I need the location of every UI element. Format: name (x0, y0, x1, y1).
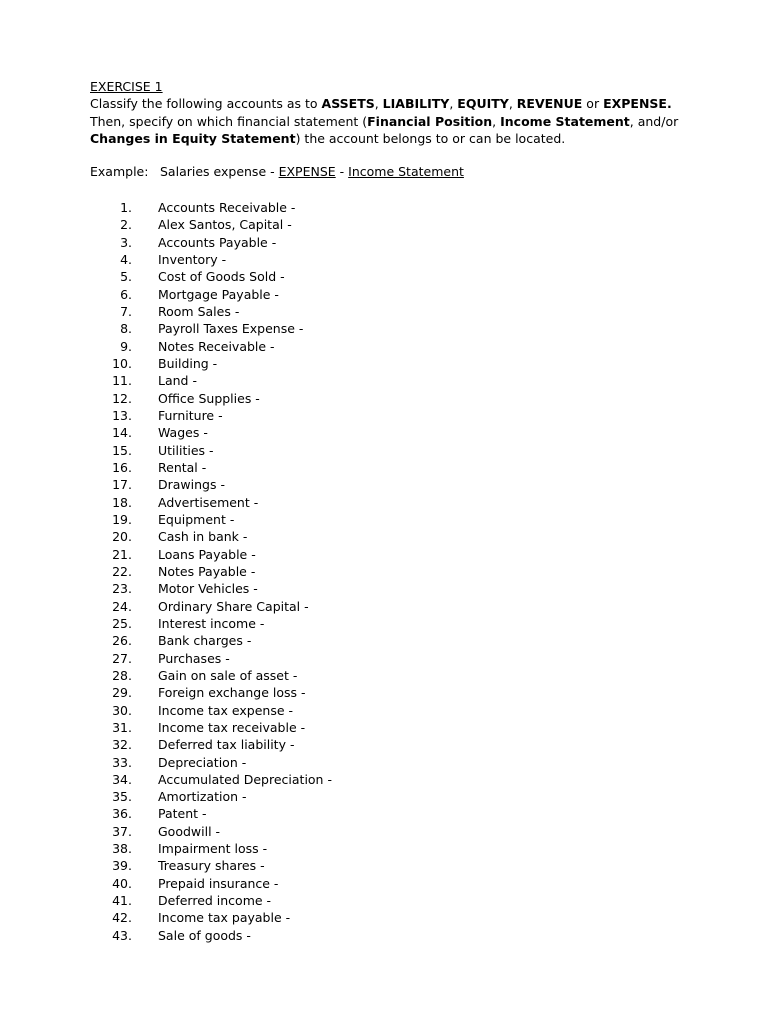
example-label: Example: (90, 164, 149, 179)
item-account: Cost of Goods Sold - (158, 269, 285, 285)
item-account: Rental - (158, 459, 207, 475)
item-number: 31. (112, 719, 132, 735)
item-number: 38. (112, 841, 132, 857)
item-account: Foreign exchange loss - (158, 685, 306, 701)
item-number: 35. (112, 789, 132, 805)
item-account: Patent - (158, 806, 207, 822)
item-number: 4. (120, 251, 132, 267)
item-account: Inventory - (158, 251, 227, 267)
item-number: 39. (112, 858, 132, 874)
instructions-block (90, 78, 730, 147)
item-account: Depreciation - (158, 754, 247, 770)
item-number: 37. (112, 823, 132, 839)
item-number: 33. (112, 754, 132, 770)
item-number: 16. (112, 459, 132, 475)
item-account: Ordinary Share Capital - (158, 598, 309, 614)
item-account: Deferred tax liability - (158, 737, 295, 753)
item-account: Prepaid insurance - (158, 875, 279, 891)
instructions-line-2: Then, specify on which financial statement (Financial Position, Income Statement, and/or (90, 113, 679, 129)
example-line: Example: Salaries expense - EXPENSE - Income Statement (90, 164, 464, 179)
item-account: Furniture - (158, 407, 223, 423)
item-account: Bank charges - (158, 633, 252, 649)
item-account: Advertisement - (158, 494, 259, 510)
item-number: 10. (112, 355, 132, 371)
item-account: Goodwill - (158, 823, 221, 839)
item-number: 6. (120, 286, 132, 302)
item-account: Office Supplies - (158, 390, 260, 406)
item-account: Drawings - (158, 477, 225, 493)
item-number: 25. (112, 615, 132, 631)
item-account: Deferred income - (158, 893, 272, 909)
item-account: Wages - (158, 425, 208, 441)
item-number: 2. (120, 217, 132, 233)
item-number: 9. (120, 338, 132, 354)
item-number: 34. (112, 771, 132, 787)
example-account: Salaries expense - (160, 164, 279, 179)
item-number: 40. (112, 875, 132, 891)
item-account: Income tax receivable - (158, 719, 306, 735)
item-number: 8. (120, 321, 132, 337)
item-number: 32. (112, 737, 132, 753)
item-number: 3. (120, 234, 132, 250)
instructions-line-1: Classify the following accounts as to ASSETS, LIABILITY, EQUITY, REVENUE or EXPENSE. (90, 96, 672, 112)
item-number: 24. (112, 598, 132, 614)
item-account: Impairment loss - (158, 841, 268, 857)
item-number: 43. (112, 927, 132, 943)
item-account: Income tax expense - (158, 702, 294, 718)
item-number: 28. (112, 667, 132, 683)
item-number: 13. (112, 407, 132, 423)
item-account: Notes Receivable - (158, 338, 275, 354)
item-account: Interest income - (158, 615, 265, 631)
item-account: Amortization - (158, 789, 247, 805)
exercise-title: EXERCISE 1 (90, 79, 163, 94)
item-number: 36. (112, 806, 132, 822)
item-account: Income tax payable - (158, 910, 291, 926)
item-number: 21. (112, 546, 132, 562)
item-account: Notes Payable - (158, 563, 256, 579)
item-account: Equipment - (158, 511, 235, 527)
item-account: Utilities - (158, 442, 214, 458)
item-number: 41. (112, 893, 132, 909)
item-number: 23. (112, 581, 132, 597)
item-account: Motor Vehicles - (158, 581, 258, 597)
item-number: 27. (112, 650, 132, 666)
item-number: 11. (112, 373, 132, 389)
item-number: 15. (112, 442, 132, 458)
item-account: Land - (158, 373, 197, 389)
item-account: Payroll Taxes Expense - (158, 321, 304, 337)
example-statement: Income Statement (348, 164, 464, 179)
item-account: Cash in bank - (158, 529, 248, 545)
item-number: 26. (112, 633, 132, 649)
item-account: Gain on sale of asset - (158, 667, 298, 683)
item-account: Sale of goods - (158, 927, 251, 943)
instructions-line-3: Changes in Equity Statement) the account belongs to or can be located. (90, 130, 566, 146)
item-number: 19. (112, 511, 132, 527)
item-account: Room Sales - (158, 303, 240, 319)
item-number: 7. (120, 303, 132, 319)
item-number: 20. (112, 529, 132, 545)
item-number: 1. (120, 200, 132, 215)
item-account: Accumulated Depreciation - (158, 771, 332, 787)
item-number: 30. (112, 702, 132, 718)
item-number: 14. (112, 425, 132, 441)
item-account: Building - (158, 355, 218, 371)
item-number: 12. (112, 390, 132, 406)
example-classification: EXPENSE (278, 164, 336, 179)
item-number: 22. (112, 563, 132, 579)
item-account: Purchases - (158, 650, 230, 666)
item-number: 5. (120, 269, 132, 285)
item-account: Loans Payable - (158, 546, 256, 562)
item-number: 29. (112, 685, 132, 701)
item-account: Treasury shares - (158, 858, 265, 874)
item-account: Mortgage Payable - (158, 286, 279, 302)
item-account: Accounts Payable - (158, 234, 277, 250)
item-account: Accounts Receivable - (158, 200, 296, 215)
item-account: Alex Santos, Capital - (158, 217, 292, 233)
item-number: 18. (112, 494, 132, 510)
item-number: 42. (112, 910, 132, 926)
item-number: 17. (112, 477, 132, 493)
